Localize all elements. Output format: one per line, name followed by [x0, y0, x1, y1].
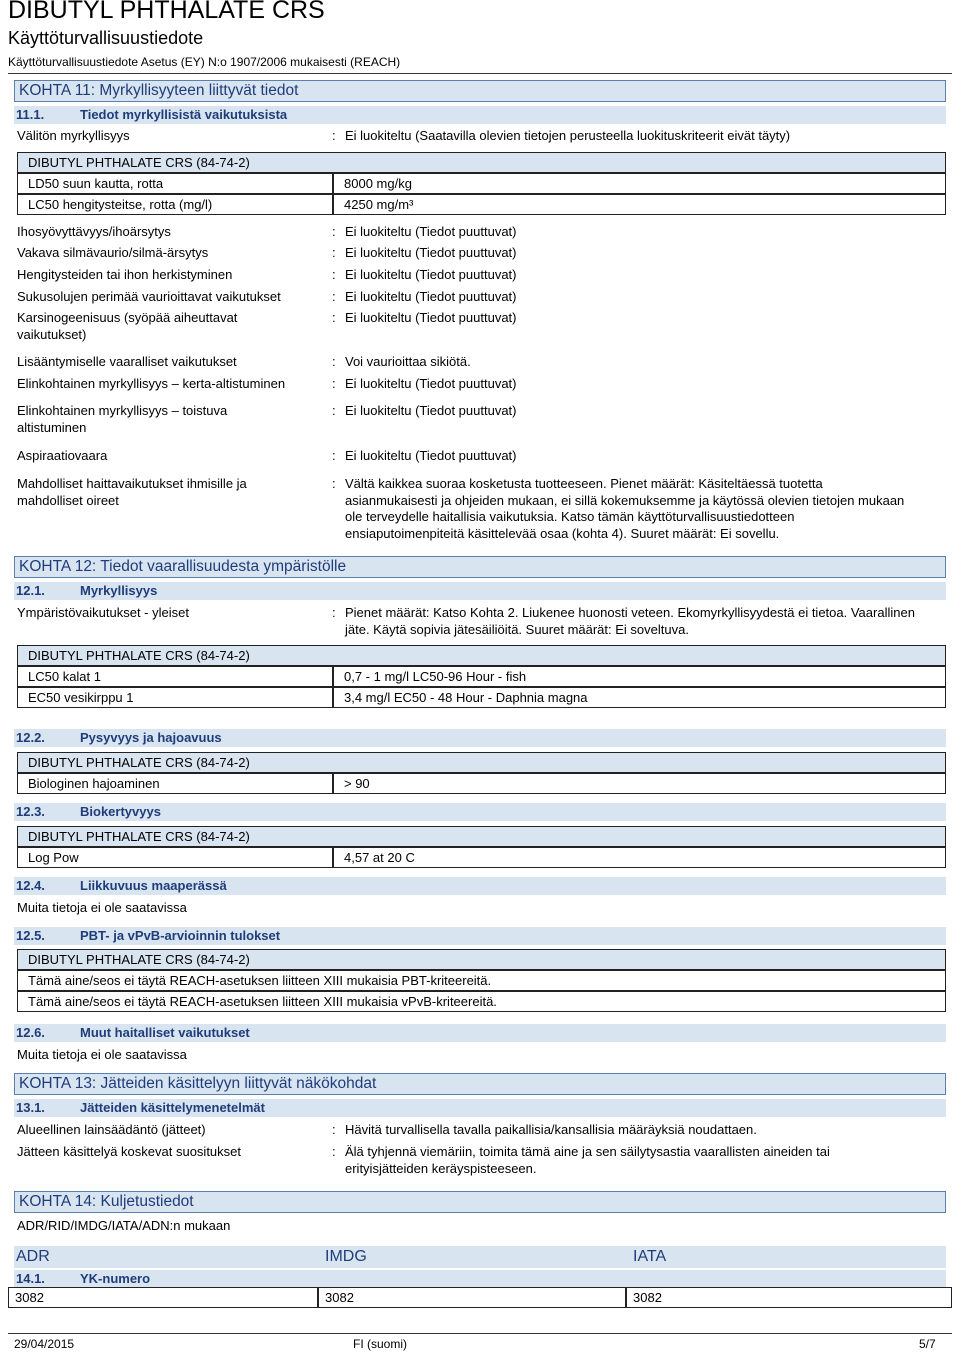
subsection-title: Jätteiden käsittelymenetelmät — [80, 1100, 265, 1115]
hazard-value-stot-single: Ei luokiteltu (Tiedot puuttuvat) — [345, 376, 517, 391]
log-pow-value: 4,57 at 20 C — [333, 847, 946, 868]
subsection-14-1 — [14, 1270, 946, 1288]
section-14-heading: KOHTA 14: Kuljetustiedot — [14, 1191, 946, 1213]
substance-header: DIBUTYL PHTHALATE CRS (84-74-2) — [17, 826, 946, 847]
transport-header-row — [14, 1246, 946, 1268]
other-effects-text: Muita tietoja ei ole saatavissa — [17, 1047, 187, 1062]
section-13-heading: KOHTA 13: Jätteiden käsittelyyn liittyvät näkökohdat — [14, 1073, 946, 1095]
biodegradation-label: Biologinen hajoaminen — [17, 773, 333, 794]
regional-legislation-value: Hävitä turvallisella tavalla paikallisia/kansallisia määräyksiä noudattaen. — [345, 1122, 757, 1137]
section-11-heading: KOHTA 11: Myrkyllisyyteen liittyvät tiedot — [14, 80, 946, 102]
ld50-value: 8000 mg/kg — [333, 173, 946, 194]
subsection-number: 13.1. — [16, 1100, 45, 1115]
waste-recommendation-label: Jätteen käsittelyä koskevat suositukset — [17, 1144, 242, 1159]
hazard-value-sensitisation: Ei luokiteltu (Tiedot puuttuvat) — [345, 267, 517, 282]
subsection-title: Liikkuvuus maaperässä — [80, 878, 227, 893]
hazard-label-eye: Vakava silmävaurio/silmä-ärsytys — [17, 245, 209, 260]
subsection-number: 12.1. — [16, 583, 45, 598]
hazard-value-eye: Ei luokiteltu (Tiedot puuttuvat) — [345, 245, 517, 260]
colon: : — [332, 1122, 336, 1137]
lc50-value: 4250 mg/m³ — [333, 194, 946, 215]
subsection-13-1 — [14, 1099, 946, 1117]
regional-legislation-label: Alueellinen lainsäädäntö (jätteet) — [17, 1122, 206, 1137]
subsection-number: 14.1. — [16, 1271, 45, 1286]
hazard-value-symptoms: Vältä kaikkea suoraa kosketusta tuotteeseen. Pienet määrät: Käsiteltäessä tuotetta asianmukaisesti ja ohjeiden mukaan, ei sillä kokemuksemme ja käytössä olevien tietojen mukaan ole terveydelle haitallisia vaikutuksia. Katso tämän käyttöturvallisuustiedotteen ensiaputoimenpiteitä käsittelevää osaa (kohta 4). Suuret määrät: Ei sovellu. — [345, 476, 905, 541]
subsection-number: 12.5. — [16, 928, 45, 943]
substance-header: DIBUTYL PHTHALATE CRS (84-74-2) — [17, 949, 946, 970]
hazard-label-reproductive: Lisääntymiselle vaaralliset vaikutukset — [17, 354, 237, 369]
footer-date: 29/04/2015 — [14, 1337, 75, 1351]
subsection-number: 12.6. — [16, 1025, 45, 1040]
subsection-number: 12.2. — [16, 730, 45, 745]
subsection-11-1 — [14, 106, 946, 124]
colon: : — [332, 1144, 336, 1159]
subsection-12-6 — [14, 1024, 946, 1042]
document-subtitle: Käyttöturvallisuustiedote — [8, 28, 204, 48]
hazard-label-sensitisation: Hengitysteiden tai ihon herkistyminen — [17, 267, 233, 282]
colon: : — [332, 354, 336, 369]
un-number-imdg: 3082 — [318, 1287, 626, 1308]
colon: : — [332, 224, 336, 239]
footer-language: FI (suomi) — [353, 1337, 407, 1351]
colon: : — [332, 245, 336, 260]
footer-rule — [8, 1333, 952, 1334]
subsection-number: 12.4. — [16, 878, 45, 893]
substance-header: DIBUTYL PHTHALATE CRS (84-74-2) — [17, 752, 946, 773]
log-pow-label: Log Pow — [17, 847, 333, 868]
hazard-value-carcinogenicity: Ei luokiteltu (Tiedot puuttuvat) — [345, 310, 517, 325]
hazard-label-stot-repeated: Elinkohtainen myrkyllisyys – toistuva altistuminen — [17, 403, 228, 435]
hazard-value-reproductive: Voi vaurioittaa sikiötä. — [345, 354, 471, 369]
subsection-12-1 — [14, 582, 946, 600]
regulation-line: Käyttöturvallisuustiedote Asetus (EY) N:o 1907/2006 mukaisesti (REACH) — [8, 55, 401, 69]
hazard-value-mutagenicity: Ei luokiteltu (Tiedot puuttuvat) — [345, 289, 517, 304]
subsection-number: 12.3. — [16, 804, 45, 819]
ec50-daphnia-label: EC50 vesikirppu 1 — [17, 687, 333, 708]
hazard-value-skin: Ei luokiteltu (Tiedot puuttuvat) — [345, 224, 517, 239]
footer-page-number: 5/7 — [919, 1337, 936, 1351]
substance-header: DIBUTYL PHTHALATE CRS (84-74-2) — [17, 152, 946, 173]
hazard-label-mutagenicity: Sukusolujen perimää vaurioittavat vaikutukset — [17, 289, 281, 304]
subsection-12-3 — [14, 803, 946, 821]
subsection-title: Biokertyvyys — [80, 804, 161, 819]
substance-header: DIBUTYL PHTHALATE CRS (84-74-2) — [17, 645, 946, 666]
un-number-adr: 3082 — [8, 1287, 318, 1308]
un-number-iata: 3082 — [626, 1287, 952, 1308]
env-effects-value: Pienet määrät: Katso Kohta 2. Liukenee huonosti veteen. Ekomyrkyllisyydestä ei tietoa. Vaarallinen jäte. Käytä sopivia jätesäiliöitä. Suuret määrät: Ei soveltuva. — [345, 605, 915, 637]
acute-toxicity-label: Välitön myrkyllisyys — [17, 128, 130, 143]
header-rule — [8, 73, 952, 74]
col-iata: IATA — [633, 1248, 667, 1265]
env-effects-label: Ympäristövaikutukset - yleiset — [17, 605, 189, 620]
lc50-fish-label: LC50 kalat 1 — [17, 666, 333, 687]
subsection-title: Muut haitalliset vaikutukset — [80, 1025, 250, 1040]
subsection-title: Pysyvyys ja hajoavuus — [80, 730, 222, 745]
col-imdg: IMDG — [325, 1248, 367, 1265]
pbt-assessment: Tämä aine/seos ei täytä REACH-asetuksen liitteen XIII mukaisia PBT-kriteereitä. — [17, 970, 946, 991]
section-12-heading: KOHTA 12: Tiedot vaarallisuudesta ympäristölle — [14, 556, 946, 578]
lc50-fish-value: 0,7 - 1 mg/l LC50-96 Hour - fish — [333, 666, 946, 687]
hazard-label-symptoms: Mahdolliset haittavaikutukset ihmisille ja mahdolliset oireet — [17, 476, 247, 508]
hazard-label-stot-single: Elinkohtainen myrkyllisyys – kerta-altistuminen — [17, 376, 286, 391]
colon: : — [332, 128, 336, 143]
colon: : — [332, 605, 336, 620]
colon: : — [332, 310, 336, 325]
hazard-value-aspiration: Ei luokiteltu (Tiedot puuttuvat) — [345, 448, 517, 463]
hazard-value-stot-repeated: Ei luokiteltu (Tiedot puuttuvat) — [345, 403, 517, 418]
subsection-title: YK-numero — [80, 1271, 151, 1286]
subsection-number: 11.1. — [16, 107, 45, 122]
colon: : — [332, 476, 336, 491]
biodegradation-value: > 90 — [333, 773, 946, 794]
lc50-label: LC50 hengitysteitse, rotta (mg/l) — [17, 194, 333, 215]
hazard-label-carcinogenicity: Karsinogeenisuus (syöpää aiheuttavat vaikutukset) — [17, 310, 238, 342]
colon: : — [332, 448, 336, 463]
ec50-daphnia-value: 3,4 mg/l EC50 - 48 Hour - Daphnia magna — [333, 687, 946, 708]
subsection-12-4 — [14, 877, 946, 895]
mobility-text: Muita tietoja ei ole saatavissa — [17, 900, 187, 915]
document-title: DIBUTYL PHTHALATE CRS — [8, 0, 325, 24]
vpvb-assessment: Tämä aine/seos ei täytä REACH-asetuksen liitteen XIII mukaisia vPvB-kriteereitä. — [17, 991, 946, 1012]
col-adr: ADR — [16, 1248, 50, 1265]
colon: : — [332, 267, 336, 282]
hazard-label-skin: Ihosyövyttävyys/ihoärsytys — [17, 224, 171, 239]
colon: : — [332, 289, 336, 304]
subsection-12-2 — [14, 729, 946, 747]
subsection-title: Myrkyllisyys — [80, 583, 158, 598]
acute-toxicity-value: Ei luokiteltu (Saatavilla olevien tietojen perusteella luokituskriteerit eivät täyty) — [345, 128, 791, 143]
transport-intro: ADR/RID/IMDG/IATA/ADN:n mukaan — [17, 1218, 231, 1233]
subsection-title: Tiedot myrkyllisistä vaikutuksista — [80, 107, 288, 122]
waste-recommendation-value: Älä tyhjennä viemäriin, toimita tämä aine ja sen säilytysastia vaarallisten aineiden tai erityisjätteiden keräyspisteeseen. — [345, 1144, 830, 1176]
subsection-12-5 — [14, 927, 946, 945]
ld50-label: LD50 suun kautta, rotta — [17, 173, 333, 194]
subsection-title: PBT- ja vPvB-arvioinnin tulokset — [80, 928, 281, 943]
hazard-label-aspiration: Aspiraatiovaara — [17, 448, 108, 463]
colon: : — [332, 403, 336, 418]
colon: : — [332, 376, 336, 391]
